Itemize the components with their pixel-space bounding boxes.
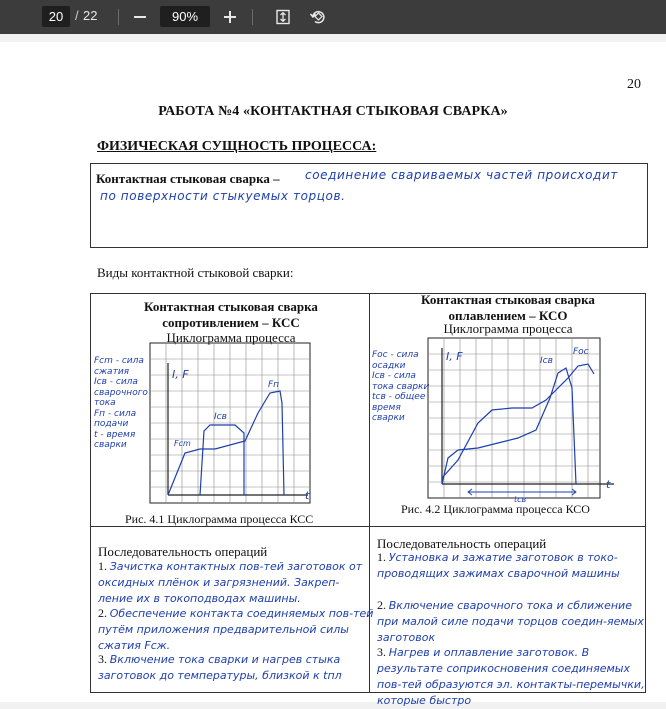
left-clamp-label: Fсm (174, 439, 191, 448)
zoom-out-button[interactable] (128, 5, 152, 29)
fit-page-icon (275, 9, 291, 25)
left-legend-line: сжатия (94, 366, 130, 377)
left-op-2-number: 2. (98, 606, 107, 620)
left-legend-line: тока (94, 398, 116, 408)
left-title-line2: сопротивлением – КСС (162, 315, 300, 330)
right-figure-caption: Рис. 4.2 Циклограмма процесса КСО (401, 502, 590, 516)
right-legend (372, 350, 434, 424)
total-pages: 22 (83, 8, 98, 23)
right-column-subtitle: Циклограмма процесса (443, 321, 573, 336)
right-op-1-number: 1. (377, 550, 386, 564)
page-number: 20 (627, 77, 641, 92)
right-operation-3 (377, 645, 645, 709)
section-subtitle: ФИЗИЧЕСКАЯ СУЩНОСТЬ ПРОЦЕССА: (97, 139, 377, 154)
left-sequence-title: Последовательность операций (98, 544, 268, 559)
definition-handwriting-line1: соединение свариваемых частей происходит (305, 168, 618, 182)
types-label: Виды контактной стыковой сварки: (97, 265, 294, 280)
right-axis-y-label: I, F (446, 350, 463, 363)
left-title-line1: Контактная стыковая сварка (144, 299, 318, 314)
left-legend-line: сварочного (94, 387, 148, 398)
left-clamp-force-curve (168, 449, 215, 495)
left-current-curve (200, 425, 244, 495)
right-sequence-title: Последовательность операций (377, 536, 547, 551)
right-column-title (369, 292, 647, 324)
right-cyclogram (428, 338, 618, 504)
right-axis-x-label: t (606, 478, 611, 491)
right-op-2-text: Включение сварочного тока и сближение при малой силе подачи торцов соедин-яемых заготовок (377, 599, 644, 644)
plus-icon (223, 10, 237, 24)
right-operation-1 (377, 550, 645, 582)
definition-label: Контактная стыковая сварка – (96, 171, 280, 186)
left-legend-line: сварки (94, 440, 127, 450)
left-column-subtitle: Циклограмма процесса (166, 330, 296, 345)
right-legend-line: Iсв - сила (372, 371, 416, 381)
left-upset-label: Fп (268, 380, 280, 390)
fit-page-button[interactable] (271, 5, 295, 29)
left-op-1-text: Зачистка контактных пов-тей заготовок от оксидных плёнок и загрязнений. Закреп-ление их в токоподводах машины. (98, 560, 363, 605)
zoom-level-input[interactable]: 90% (160, 6, 210, 27)
left-op-2-text: Обеспечение контакта соединяемых пов-тей путём приложения предварительной силы сжатия Fсж. (98, 607, 374, 652)
left-legend-line: Fп - сила (94, 408, 137, 419)
left-cyclogram (150, 343, 322, 507)
left-legend-line: подачи (94, 419, 129, 429)
page-number-input[interactable]: 20 (42, 6, 70, 27)
left-axis-x-label: t (305, 489, 310, 502)
left-operation-3 (98, 652, 374, 684)
right-time-label: tсв (514, 495, 527, 504)
left-axis-y-label: I, F (172, 368, 189, 381)
toolbar-divider (118, 9, 119, 25)
right-legend-line: tсв - общее (372, 392, 426, 402)
rotate-icon (309, 8, 327, 26)
page-separator: / (75, 8, 79, 23)
left-column-title (92, 299, 370, 331)
right-legend-line: осадки (372, 360, 406, 371)
page-title: РАБОТА №4 «КОНТАКТНАЯ СТЫКОВАЯ СВАРКА» (158, 104, 508, 119)
left-upset-force-curve (215, 391, 284, 495)
right-current-label: Iсв (540, 356, 553, 366)
left-op-3-text: Включение тока сварки и нагрев стыка заготовок до температуры, близкой к tпл (98, 653, 342, 682)
pdf-toolbar (0, 0, 666, 34)
left-legend (94, 356, 156, 451)
left-op-3-number: 3. (98, 652, 107, 666)
definition-handwriting-line2: по поверхности стыкуемых торцов. (100, 189, 346, 203)
minus-icon (133, 10, 147, 24)
right-op-3-number: 3. (377, 645, 386, 659)
right-legend-line: сварки (372, 413, 405, 423)
right-legend-line: Fос - сила (372, 350, 419, 360)
right-force-label: Fос (573, 347, 589, 357)
right-title-line1: Контактная стыковая сварка (421, 292, 595, 307)
right-legend-line: время (372, 402, 401, 413)
right-legend-line: тока сварки (372, 381, 430, 392)
right-operation-2 (377, 598, 645, 646)
left-legend-line: Fсm - сила (94, 356, 144, 366)
right-force-curve (442, 364, 594, 478)
right-op-2-number: 2. (377, 598, 386, 612)
left-figure-caption: Рис. 4.1 Циклограмма процесса КСС (125, 512, 314, 526)
right-title-line2: оплавлением – КСО (448, 308, 568, 323)
right-op-3-text: Нагрев и оплавление заготовок. В результате соприкосновения соединяемых пов-тей образуются эл. контакты-перемычки, которые быстро (377, 646, 645, 707)
left-operation-2 (98, 606, 374, 654)
rotate-button[interactable] (306, 5, 330, 29)
left-legend-line: t - время (94, 429, 136, 440)
left-op-1-number: 1. (98, 559, 107, 573)
toolbar-divider (252, 9, 253, 25)
left-legend-line: Iсв - сила (94, 377, 138, 387)
zoom-in-button[interactable] (218, 5, 242, 29)
left-operation-1 (98, 559, 374, 607)
left-current-label: Iсв (214, 412, 227, 422)
right-op-1-text: Установка и зажатие заготовок в токо-проводящих зажимах сварочной машины (377, 551, 620, 580)
